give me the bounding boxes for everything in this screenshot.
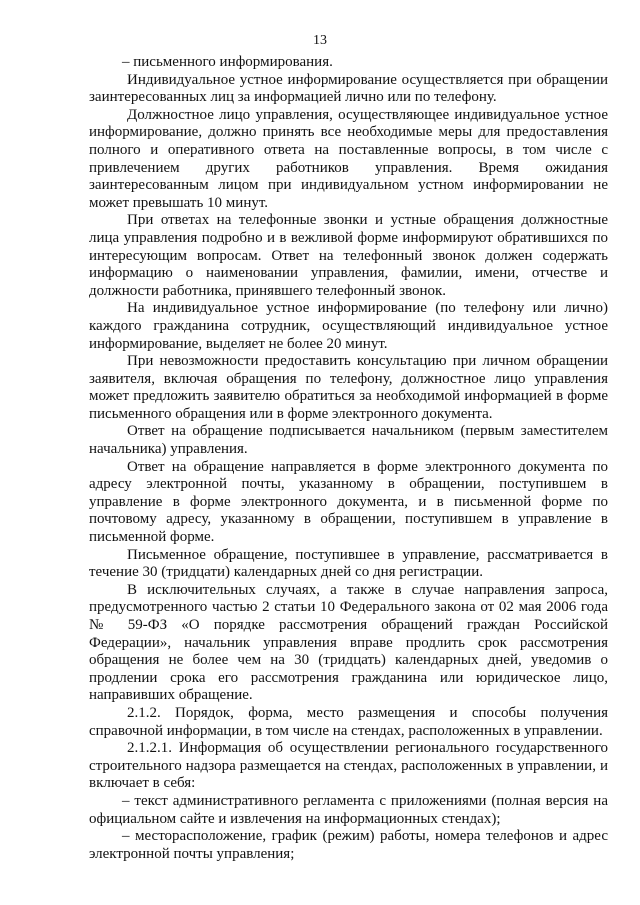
paragraph-exceptional-cases: В исключительных случаях, а также в случае направления запроса, предусмотренного частью 2 статьи 10 Федерального закона от 02 мая 2006 года № 59-ФЗ «О порядке рассмотрения обращений граждан Российской Федерации», начальник управления вправе продлить срок рассмотрения обращения не более чем на 30 (тридцать) календарных дней, уведомив о продлении срока его рассмотрения гражданина или юридическое лицо, направивших обращение. — [89, 581, 608, 704]
document-body — [89, 54, 608, 863]
paragraph-written-informing: – письменного информирования. — [122, 54, 333, 70]
list-item-regulation-text: – текст административного регламента с приложениями (полная версия на официальном сайте и извлечения на информационных стендах); — [89, 792, 608, 827]
paragraph-response-signature: Ответ на обращение подписывается начальником (первым заместителем начальника) управления. — [89, 423, 608, 458]
paragraph-official-duties: Должностное лицо управления, осуществляющее индивидуальное устное информирование, должно принять все необходимые меры для предоставления полного и оперативного ответа на поставленные вопросы, в том числе с привлечением других работников управления. Время ожидания заинтересованным лицом при индивидуальном устном информировании не может превышать 10 минут. — [89, 106, 608, 211]
paragraph-section-2-1-2: 2.1.2. Порядок, форма, место размещения и способы получения справочной информации, в том числе на стендах, расположенных в управлении. — [89, 704, 608, 739]
paragraph-phone-calls: При ответах на телефонные звонки и устные обращения должностные лица управления подробно и в вежливой форме информируют обратившихся по интересующим вопросам. Ответ на телефонный звонок должен содержать информацию о наименовании управления, фамилии, имени, отчестве и должности работника, принявшего телефонный звонок. — [89, 212, 608, 299]
paragraph-response-delivery: Ответ на обращение направляется в форме электронного документа по адресу электронной почты, указанному в обращении, поступившем в управление в форме электронного документа, и в письменной форме по почтовому адресу, указанному в обращении, поступившем в управление в письменной форме. — [89, 458, 608, 546]
paragraph-review-period: Письменное обращение, поступившее в управление, рассматривается в течение 30 (тридцати) календарных дней со дня регистрации. — [89, 546, 608, 581]
paragraph-time-limit: На индивидуальное устное информирование (по телефону или лично) каждого гражданина сотрудник, осуществляющий индивидуальное устное информирование, выделяет не более 20 минут. — [89, 300, 608, 352]
page-number: 13 — [313, 33, 327, 48]
list-item-location-schedule: – месторасположение, график (режим) работы, номера телефонов и адрес электронной почты управления; — [89, 828, 608, 862]
paragraph-consultation-impossible: При невозможности предоставить консультацию при личном обращении заявителя, включая обращения по телефону, должностное лицо управления может предложить заявителю обратиться за необходимой информацией в форме письменного обращения или в форме электронного документа. — [89, 353, 608, 422]
paragraph-section-2-1-2-1: 2.1.2.1. Информация об осуществлении регионального государственного строительного надзора размещается на стендах, расположенных в управлении, и включает в себя: — [89, 740, 608, 792]
paragraph-individual-oral-informing: Индивидуальное устное информирование осуществляется при обращении заинтересованных лиц за информацией лично или по телефону. — [89, 71, 608, 106]
